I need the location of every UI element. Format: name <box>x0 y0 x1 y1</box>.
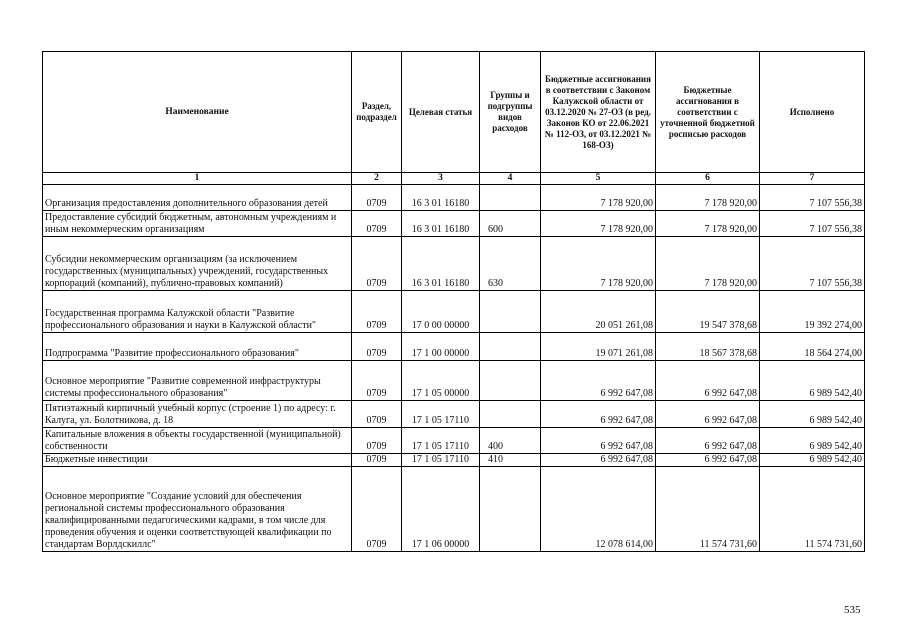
column-number: 3 <box>402 173 480 185</box>
row-section: 0709 <box>352 361 402 401</box>
header-executed: Исполнено <box>760 52 865 173</box>
row-refined-allocation: 18 567 378,68 <box>656 333 760 361</box>
column-number: 7 <box>760 173 865 185</box>
table-row <box>43 401 865 428</box>
row-target: 17 1 05 17110 <box>402 401 480 428</box>
row-law-allocation: 6 992 647,08 <box>541 454 656 467</box>
row-section: 0709 <box>352 291 402 333</box>
page-number: 535 <box>844 604 861 616</box>
row-name: Пятиэтажный кирпичный учебный корпус (строение 1) по адресу: г. Калуга, ул. Болотникова, д. 18 <box>43 401 352 428</box>
row-refined-allocation: 7 178 920,00 <box>656 211 760 237</box>
row-executed: 6 989 542,40 <box>760 361 865 401</box>
row-group <box>480 361 541 401</box>
row-law-allocation: 7 178 920,00 <box>541 237 656 291</box>
row-refined-allocation: 6 992 647,08 <box>656 428 760 454</box>
row-section: 0709 <box>352 467 402 552</box>
row-group: 400 <box>480 428 541 454</box>
row-law-allocation: 7 178 920,00 <box>541 185 656 211</box>
row-executed: 6 989 542,40 <box>760 428 865 454</box>
table-row <box>43 361 865 401</box>
row-law-allocation: 19 071 261,08 <box>541 333 656 361</box>
row-section: 0709 <box>352 333 402 361</box>
row-target: 16 3 01 16180 <box>402 211 480 237</box>
row-group <box>480 185 541 211</box>
row-target: 16 3 01 16180 <box>402 185 480 211</box>
row-law-allocation: 6 992 647,08 <box>541 428 656 454</box>
column-number: 5 <box>541 173 656 185</box>
row-name: Бюджетные инвестиции <box>43 454 352 467</box>
row-target: 17 1 05 17110 <box>402 428 480 454</box>
row-name: Организация предоставления дополнительного образования детей <box>43 185 352 211</box>
row-section: 0709 <box>352 211 402 237</box>
row-section: 0709 <box>352 185 402 211</box>
header-refined-allocation: Бюджетные ассигнования в соответствии с уточненной бюджетной росписью расходов <box>656 52 760 173</box>
column-number: 4 <box>480 173 541 185</box>
row-section: 0709 <box>352 428 402 454</box>
row-executed: 7 107 556,38 <box>760 185 865 211</box>
row-refined-allocation: 7 178 920,00 <box>656 237 760 291</box>
column-number: 1 <box>43 173 352 185</box>
table-row <box>43 185 865 211</box>
header-row <box>43 52 865 173</box>
header-name: Наименование <box>43 52 352 173</box>
header-group: Группы и подгруппы видов расходов <box>480 52 541 173</box>
row-executed: 18 564 274,00 <box>760 333 865 361</box>
row-target: 17 1 00 00000 <box>402 333 480 361</box>
row-name: Субсидии некоммерческим организациям (за исключением государственных (муниципальных) учреждений, государственных корпораций (компаний), публично-правовых компаний) <box>43 237 352 291</box>
row-law-allocation: 6 992 647,08 <box>541 361 656 401</box>
row-name: Капитальные вложения в объекты государственной (муниципальной) собственности <box>43 428 352 454</box>
row-group <box>480 401 541 428</box>
row-section: 0709 <box>352 237 402 291</box>
row-group: 410 <box>480 454 541 467</box>
row-executed: 6 989 542,40 <box>760 401 865 428</box>
header-target: Целевая статья <box>402 52 480 173</box>
row-law-allocation: 20 051 261,08 <box>541 291 656 333</box>
row-executed: 11 574 731,60 <box>760 467 865 552</box>
table-row <box>43 211 865 237</box>
budget-table <box>42 51 865 552</box>
row-section: 0709 <box>352 454 402 467</box>
row-group: 600 <box>480 211 541 237</box>
row-refined-allocation: 6 992 647,08 <box>656 401 760 428</box>
row-section: 0709 <box>352 401 402 428</box>
row-refined-allocation: 7 178 920,00 <box>656 185 760 211</box>
row-refined-allocation: 6 992 647,08 <box>656 454 760 467</box>
row-executed: 7 107 556,38 <box>760 211 865 237</box>
row-name: Основное мероприятие "Развитие современной инфраструктуры системы профессионального образования" <box>43 361 352 401</box>
row-name: Государственная программа Калужской области "Развитие профессионального образования и науки в Калужской области" <box>43 291 352 333</box>
row-refined-allocation: 6 992 647,08 <box>656 361 760 401</box>
row-target: 17 1 05 00000 <box>402 361 480 401</box>
row-refined-allocation: 11 574 731,60 <box>656 467 760 552</box>
row-name: Предоставление субсидий бюджетным, автономным учреждениям и иным некоммерческим организациям <box>43 211 352 237</box>
table-row <box>43 428 865 454</box>
header-law-allocation: Бюджетные ассигнования в соответствии с Законом Калужской области от 03.12.2020 № 27-ОЗ (в ред. Законов КО от 22.06.2021 № 112-ОЗ, от 03.12.2021 № 168-ОЗ) <box>541 52 656 173</box>
table-row <box>43 333 865 361</box>
column-number-row <box>43 173 865 185</box>
row-refined-allocation: 19 547 378,68 <box>656 291 760 333</box>
row-target: 17 0 00 00000 <box>402 291 480 333</box>
table-row <box>43 454 865 467</box>
row-executed: 7 107 556,38 <box>760 237 865 291</box>
row-group <box>480 467 541 552</box>
row-name: Основное мероприятие "Создание условий для обеспечения региональной системы профессионального образования квалифицированными педагогическими кадрами, в том числе для проведения обучения и оценки соответствующей квалификации по стандартам Ворлдскиллс" <box>43 467 352 552</box>
table-row <box>43 291 865 333</box>
row-executed: 6 989 542,40 <box>760 454 865 467</box>
row-target: 17 1 05 17110 <box>402 454 480 467</box>
row-target: 17 1 06 00000 <box>402 467 480 552</box>
table-row <box>43 237 865 291</box>
row-group <box>480 291 541 333</box>
header-section: Раздел, подраздел <box>352 52 402 173</box>
column-number: 6 <box>656 173 760 185</box>
row-group: 630 <box>480 237 541 291</box>
row-law-allocation: 6 992 647,08 <box>541 401 656 428</box>
row-law-allocation: 12 078 614,00 <box>541 467 656 552</box>
column-number: 2 <box>352 173 402 185</box>
row-group <box>480 333 541 361</box>
row-target: 16 3 01 16180 <box>402 237 480 291</box>
row-name: Подпрограмма "Развитие профессионального образования" <box>43 333 352 361</box>
table-row <box>43 467 865 552</box>
row-law-allocation: 7 178 920,00 <box>541 211 656 237</box>
row-executed: 19 392 274,00 <box>760 291 865 333</box>
